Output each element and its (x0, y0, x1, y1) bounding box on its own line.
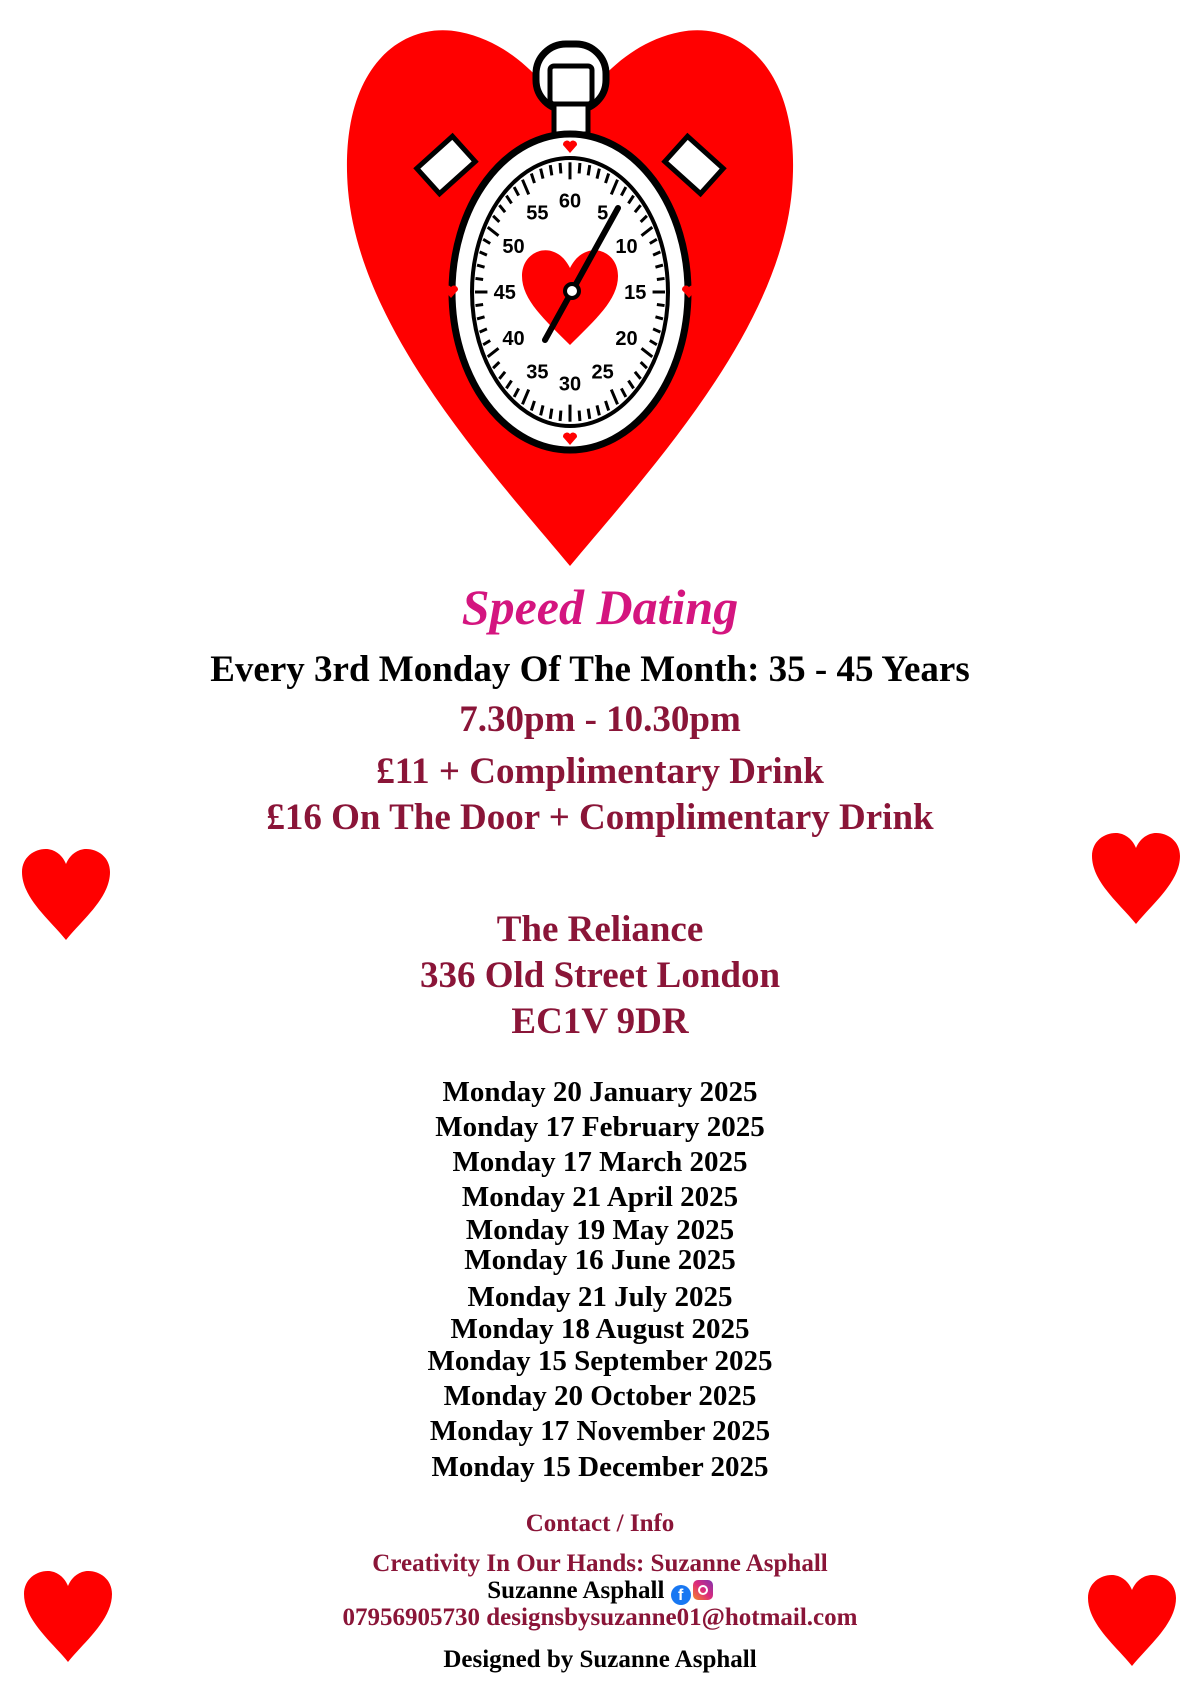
date-item: Monday 21 April 2025 (461, 1181, 739, 1213)
dial-tick (475, 304, 483, 305)
instagram-icon[interactable] (693, 1580, 713, 1600)
dial-number: 45 (493, 282, 516, 304)
date-item: Monday 20 October 2025 (443, 1380, 757, 1412)
date-item: Monday 16 June 2025 (464, 1244, 736, 1276)
date-item: Monday 17 February 2025 (435, 1111, 765, 1143)
dial-tick (477, 317, 485, 319)
dial-tick (655, 317, 663, 319)
stopwatch-heart-illustration (340, 0, 800, 580)
contact-phone-email: 07956905730 designsbysuzanne01@hotmail.com (342, 1604, 858, 1631)
event-time: 7.30pm - 10.30pm (459, 699, 741, 740)
event-title: Speed Dating (461, 579, 739, 635)
contact-name-row (0, 1577, 1200, 1605)
dial-tick (657, 278, 665, 279)
dial-number: 30 (558, 373, 582, 396)
dial-number: 60 (558, 190, 582, 213)
dial-number: 15 (624, 282, 647, 304)
dial-tick (579, 163, 580, 173)
contact-business: Creativity In Our Hands: Suzanne Asphall (372, 1550, 828, 1577)
venue-street: 336 Old Street London (419, 955, 781, 996)
designer-credit: Designed by Suzanne Asphall (443, 1646, 757, 1673)
date-item: Monday 17 November 2025 (429, 1415, 771, 1447)
price-advance: £11 + Complimentary Drink (376, 751, 824, 792)
date-item: Monday 15 December 2025 (431, 1451, 769, 1483)
dial-tick (475, 278, 483, 279)
dial-tick (560, 163, 561, 173)
contact-name: Suzanne Asphall (487, 1577, 665, 1604)
date-item: Monday 18 August 2025 (450, 1313, 750, 1345)
venue-name: The Reliance (496, 909, 704, 950)
contact-heading: Contact / Info (525, 1510, 675, 1537)
facebook-icon[interactable]: f (671, 1585, 691, 1605)
dial-tick (588, 409, 590, 419)
dial-tick (579, 411, 580, 421)
date-item: Monday 21 July 2025 (467, 1281, 733, 1313)
venue-postcode: EC1V 9DR (511, 1001, 689, 1042)
dial-tick (550, 165, 552, 175)
dial-number: 40 (502, 327, 525, 350)
event-schedule: Every 3rd Monday Of The Month: 35 - 45 Years (210, 649, 970, 690)
date-item: Monday 20 January 2025 (442, 1076, 758, 1108)
dial-tick (550, 409, 552, 419)
date-item: Monday 15 September 2025 (427, 1345, 773, 1377)
dial-number: 25 (591, 361, 614, 384)
dial-number: 50 (502, 236, 525, 259)
date-item: Monday 19 May 2025 (465, 1214, 735, 1246)
dial-number: 35 (526, 361, 549, 384)
dial-number: 10 (615, 236, 638, 259)
dial-number: 5 (597, 202, 609, 225)
dial-number: 55 (526, 202, 549, 225)
dial-tick (655, 265, 663, 267)
dial-tick (588, 165, 590, 175)
price-door: £16 On The Door + Complimentary Drink (266, 797, 934, 838)
dial-tick (657, 304, 665, 305)
date-item: Monday 17 March 2025 (452, 1146, 748, 1178)
dial-tick (560, 411, 561, 421)
dial-tick (477, 265, 485, 267)
dial-number: 20 (615, 327, 638, 350)
